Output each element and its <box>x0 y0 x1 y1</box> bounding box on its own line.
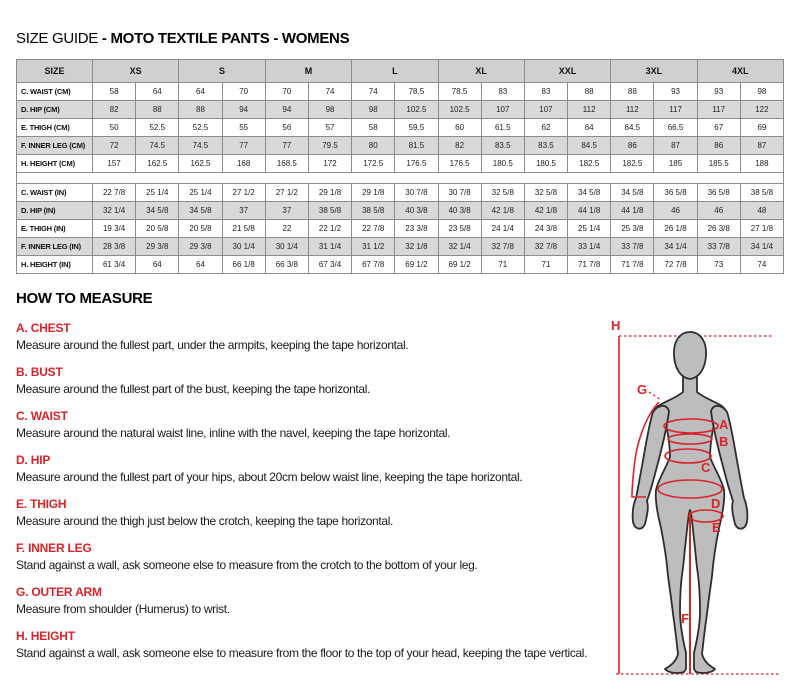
body-measurement-diagram <box>606 316 798 696</box>
measurement-cell: 44 1/8 <box>611 202 654 220</box>
measurement-cell: 25 1/4 <box>179 184 222 202</box>
measurement-cell: 86 <box>611 137 654 155</box>
measurement-cell: 32 7/8 <box>524 238 567 256</box>
size-chart-header <box>17 60 784 83</box>
unit-separator-row <box>17 173 784 184</box>
measurement-cell: 87 <box>654 137 697 155</box>
measurement-cell: 182.5 <box>611 155 654 173</box>
measurement-cell: 22 7/8 <box>352 220 395 238</box>
figure-label-inner-leg: F <box>681 611 689 626</box>
measurement-cell: 31 1/4 <box>308 238 351 256</box>
measurement-cell: 33 1/4 <box>568 238 611 256</box>
measurement-cell: 56 <box>265 119 308 137</box>
measurement-cell: 185 <box>654 155 697 173</box>
measure-section-height <box>16 629 616 660</box>
measure-section-outer-arm <box>16 585 616 616</box>
measurement-cell: 38 5/8 <box>740 184 783 202</box>
measurement-cell: 64 <box>179 256 222 274</box>
table-row <box>17 184 784 202</box>
measurement-cell: 60 <box>438 119 481 137</box>
measurement-cell: 98 <box>352 101 395 119</box>
measurement-cell: 29 3/8 <box>179 238 222 256</box>
measurement-cell: 61.5 <box>481 119 524 137</box>
measurement-cell: 31 1/2 <box>352 238 395 256</box>
measurement-cell: 22 <box>265 220 308 238</box>
measurement-cell: 79.5 <box>308 137 351 155</box>
measurement-cell: 176.5 <box>438 155 481 173</box>
measurement-cell: 32 5/8 <box>524 184 567 202</box>
measure-section-label: E. THIGH <box>16 497 67 511</box>
measurement-cell: 58 <box>93 83 136 101</box>
size-column-header: 4XL <box>697 60 783 83</box>
measurement-cell: 70 <box>265 83 308 101</box>
size-chart-table <box>16 59 784 274</box>
measurement-cell: 117 <box>697 101 740 119</box>
measurement-cell: 83.5 <box>524 137 567 155</box>
table-row <box>17 256 784 274</box>
size-column-header: 3XL <box>611 60 697 83</box>
measurement-cell: 83 <box>524 83 567 101</box>
measurement-cell: 52.5 <box>136 119 179 137</box>
measure-section-label: G. OUTER ARM <box>16 585 102 599</box>
measurement-cell: 112 <box>611 101 654 119</box>
measurement-cell: 81.5 <box>395 137 438 155</box>
row-label: F. INNER LEG (CM) <box>17 137 93 155</box>
measurement-cell: 80 <box>352 137 395 155</box>
table-row <box>17 119 784 137</box>
measurement-cell: 37 <box>222 202 265 220</box>
measurement-cell: 71 7/8 <box>568 256 611 274</box>
measure-section-bust <box>16 365 616 396</box>
measure-section-label: A. CHEST <box>16 321 71 335</box>
measure-section-text: Stand against a wall, ask someone else to measure from the floor to the top of your head, keeping the tape vertical. <box>16 646 588 660</box>
measurement-cell: 180.5 <box>524 155 567 173</box>
measurement-cell: 71 7/8 <box>611 256 654 274</box>
measurement-cell: 168 <box>222 155 265 173</box>
measurement-cell: 162.5 <box>179 155 222 173</box>
page-title-product: - MOTO TEXTILE PANTS - WOMENS <box>101 30 350 47</box>
measurement-cell: 78.5 <box>395 83 438 101</box>
measurement-cell: 69 <box>740 119 783 137</box>
row-label: H. HEIGHT (IN) <box>17 256 93 274</box>
measurement-cell: 66.5 <box>654 119 697 137</box>
measurement-cell: 74.5 <box>179 137 222 155</box>
measurement-cell: 112 <box>568 101 611 119</box>
measurement-cell: 168.5 <box>265 155 308 173</box>
measurement-cell: 27 1/2 <box>265 184 308 202</box>
measurement-cell: 117 <box>654 101 697 119</box>
measurement-cell: 27 1/2 <box>222 184 265 202</box>
measure-instructions <box>16 321 616 660</box>
measure-section-label: D. HIP <box>16 453 51 467</box>
size-chart-header-row <box>17 60 784 83</box>
table-row <box>17 137 784 155</box>
measurement-cell: 33 7/8 <box>697 238 740 256</box>
measurement-cell: 72 7/8 <box>654 256 697 274</box>
measurement-cell: 42 1/8 <box>481 202 524 220</box>
table-row <box>17 238 784 256</box>
measurement-cell: 34 5/8 <box>179 202 222 220</box>
measurement-cell: 34 1/4 <box>654 238 697 256</box>
measurement-cell: 84.5 <box>568 137 611 155</box>
measurement-cell: 78.5 <box>438 83 481 101</box>
measurement-cell: 22 1/2 <box>308 220 351 238</box>
measurement-cell: 67 3/4 <box>308 256 351 274</box>
table-row <box>17 83 784 101</box>
measurement-cell: 24 3/8 <box>524 220 567 238</box>
measure-section-label: F. INNER LEG <box>16 541 92 555</box>
measurement-cell: 74 <box>352 83 395 101</box>
measurement-cell: 32 1/8 <box>395 238 438 256</box>
figure-label-outer-arm: G <box>637 382 648 397</box>
measurement-cell: 94 <box>265 101 308 119</box>
measurement-cell: 44 1/8 <box>568 202 611 220</box>
measurement-cell: 29 3/8 <box>136 238 179 256</box>
measurement-cell: 66 3/8 <box>265 256 308 274</box>
measurement-cell: 67 <box>697 119 740 137</box>
measurement-cell: 42 1/8 <box>524 202 567 220</box>
measurement-cell: 34 5/8 <box>568 184 611 202</box>
measurement-cell: 46 <box>697 202 740 220</box>
measurement-cell: 27 1/8 <box>740 220 783 238</box>
measurement-cell: 88 <box>179 101 222 119</box>
measurement-cell: 64 <box>136 83 179 101</box>
measurement-cell: 40 3/8 <box>438 202 481 220</box>
measurement-cell: 23 3/8 <box>395 220 438 238</box>
measurement-cell: 74 <box>740 256 783 274</box>
measurement-cell: 102.5 <box>438 101 481 119</box>
measurement-cell: 77 <box>265 137 308 155</box>
measure-section-inner-leg <box>16 541 616 572</box>
measurement-cell: 64 <box>179 83 222 101</box>
measure-section-thigh <box>16 497 616 528</box>
row-label: E. THIGH (CM) <box>17 119 93 137</box>
measurement-cell: 107 <box>481 101 524 119</box>
measurement-cell: 172.5 <box>352 155 395 173</box>
measurement-cell: 32 1/4 <box>438 238 481 256</box>
measurement-cell: 19 3/4 <box>93 220 136 238</box>
figure-label-height: H <box>611 318 621 333</box>
measure-section-text: Measure around the fullest part of the bust, keeping the tape horizontal. <box>16 382 371 396</box>
measurement-cell: 26 3/8 <box>697 220 740 238</box>
measurement-cell: 83.5 <box>481 137 524 155</box>
measurement-cell: 64 <box>136 256 179 274</box>
measurement-cell: 30 7/8 <box>438 184 481 202</box>
measurement-cell: 25 1/4 <box>568 220 611 238</box>
row-label: C. WAIST (CM) <box>17 83 93 101</box>
row-label: C. WAIST (IN) <box>17 184 93 202</box>
measurement-cell: 37 <box>265 202 308 220</box>
measurement-cell: 24 1/4 <box>481 220 524 238</box>
measurement-cell: 29 1/8 <box>352 184 395 202</box>
measurement-cell: 180.5 <box>481 155 524 173</box>
figure-label-bust: B <box>719 434 729 449</box>
measurement-cell: 30 1/4 <box>222 238 265 256</box>
measurement-cell: 64.5 <box>611 119 654 137</box>
measurement-cell: 73 <box>697 256 740 274</box>
table-row <box>17 155 784 173</box>
measure-section-text: Measure from shoulder (Humerus) to wrist. <box>16 602 230 616</box>
measure-section-text: Measure around the fullest part of your hips, about 20cm below waist line, keeping the tape horizontal. <box>16 470 523 484</box>
page-title-prefix: SIZE GUIDE <box>16 30 102 47</box>
size-column-header: S <box>179 60 265 83</box>
measurement-cell: 98 <box>740 83 783 101</box>
measurement-cell: 36 5/8 <box>654 184 697 202</box>
measurement-cell: 86 <box>697 137 740 155</box>
unit-separator-cell <box>17 173 784 184</box>
measurement-cell: 52.5 <box>179 119 222 137</box>
measurement-cell: 36 5/8 <box>697 184 740 202</box>
measurement-cell: 38 5/8 <box>352 202 395 220</box>
measurement-cell: 20 5/8 <box>179 220 222 238</box>
measurement-cell: 77 <box>222 137 265 155</box>
row-label: E. THIGH (IN) <box>17 220 93 238</box>
size-chart-body <box>17 83 784 274</box>
figure-label-thigh: E <box>712 520 721 535</box>
row-label: D. HIP (IN) <box>17 202 93 220</box>
size-column-header: L <box>352 60 438 83</box>
outer-arm-connector-line <box>649 392 661 400</box>
row-label: F. INNER LEG (IN) <box>17 238 93 256</box>
measurement-cell: 82 <box>438 137 481 155</box>
measurement-cell: 94 <box>222 101 265 119</box>
measurement-cell: 30 7/8 <box>395 184 438 202</box>
table-row <box>17 202 784 220</box>
measurement-cell: 93 <box>654 83 697 101</box>
figure-label-waist: C <box>701 460 711 475</box>
measurement-cell: 48 <box>740 202 783 220</box>
measurement-cell: 32 1/4 <box>93 202 136 220</box>
measurement-cell: 55 <box>222 119 265 137</box>
measurement-cell: 33 7/8 <box>611 238 654 256</box>
measurement-cell: 25 3/8 <box>611 220 654 238</box>
measurement-cell: 83 <box>481 83 524 101</box>
table-row <box>17 101 784 119</box>
measurement-cell: 61 3/4 <box>93 256 136 274</box>
measurement-cell: 34 5/8 <box>611 184 654 202</box>
measurement-cell: 122 <box>740 101 783 119</box>
measurement-cell: 69 1/2 <box>438 256 481 274</box>
figure-label-hip: D <box>711 496 721 511</box>
measurement-cell: 71 <box>481 256 524 274</box>
figure-label-chest: A <box>719 417 729 432</box>
measurement-cell: 30 1/4 <box>265 238 308 256</box>
row-label: D. HIP (CM) <box>17 101 93 119</box>
measurement-cell: 176.5 <box>395 155 438 173</box>
measurement-cell: 32 7/8 <box>481 238 524 256</box>
row-label: H. HEIGHT (CM) <box>17 155 93 173</box>
measure-section-text: Measure around the thigh just below the crotch, keeping the tape horizontal. <box>16 514 393 528</box>
measurement-cell: 57 <box>308 119 351 137</box>
measure-section-label: C. WAIST <box>16 409 68 423</box>
measurement-cell: 93 <box>697 83 740 101</box>
measure-section-label: H. HEIGHT <box>16 629 75 643</box>
measurement-cell: 64 <box>568 119 611 137</box>
measure-section-text: Measure around the fullest part, under the armpits, keeping the tape horizontal. <box>16 338 409 352</box>
measurement-cell: 88 <box>136 101 179 119</box>
measurement-cell: 74.5 <box>136 137 179 155</box>
head-silhouette <box>674 332 706 379</box>
measurement-figure <box>606 316 798 696</box>
page-title <box>16 30 784 47</box>
measurement-cell: 28 3/8 <box>93 238 136 256</box>
measurement-cell: 23 5/8 <box>438 220 481 238</box>
measure-section-hip <box>16 453 616 484</box>
measure-section-waist <box>16 409 616 440</box>
measurement-cell: 46 <box>654 202 697 220</box>
measurement-cell: 40 3/8 <box>395 202 438 220</box>
measurement-cell: 32 5/8 <box>481 184 524 202</box>
measurement-cell: 72 <box>93 137 136 155</box>
measurement-cell: 107 <box>524 101 567 119</box>
measurement-cell: 162.5 <box>136 155 179 173</box>
measurement-cell: 69 1/2 <box>395 256 438 274</box>
measurement-cell: 188 <box>740 155 783 173</box>
measurement-cell: 82 <box>93 101 136 119</box>
measurement-cell: 29 1/8 <box>308 184 351 202</box>
measurement-cell: 71 <box>524 256 567 274</box>
how-to-measure-heading: HOW TO MEASURE <box>16 290 153 307</box>
measure-section-text: Stand against a wall, ask someone else to measure from the crotch to the bottom of your leg. <box>16 558 478 572</box>
measurement-cell: 66 1/8 <box>222 256 265 274</box>
measurement-cell: 182.5 <box>568 155 611 173</box>
size-column-header: XXL <box>524 60 610 83</box>
measurement-cell: 172 <box>308 155 351 173</box>
measurement-cell: 62 <box>524 119 567 137</box>
measurement-cell: 98 <box>308 101 351 119</box>
measurement-cell: 25 1/4 <box>136 184 179 202</box>
size-column-header: XS <box>93 60 179 83</box>
measurement-cell: 38 5/8 <box>308 202 351 220</box>
measurement-cell: 26 1/8 <box>654 220 697 238</box>
size-column-header: M <box>265 60 351 83</box>
measurement-cell: 102.5 <box>395 101 438 119</box>
measure-section-text: Measure around the natural waist line, inline with the navel, keeping the tape horizontal. <box>16 426 451 440</box>
measurement-cell: 50 <box>93 119 136 137</box>
measurement-cell: 67 7/8 <box>352 256 395 274</box>
measurement-cell: 88 <box>568 83 611 101</box>
measurement-cell: 34 5/8 <box>136 202 179 220</box>
measurement-cell: 70 <box>222 83 265 101</box>
table-row <box>17 220 784 238</box>
measurement-cell: 20 5/8 <box>136 220 179 238</box>
measurement-cell: 21 5/8 <box>222 220 265 238</box>
measure-section-chest <box>16 321 616 352</box>
size-column-corner-header: SIZE <box>17 60 93 83</box>
measurement-cell: 87 <box>740 137 783 155</box>
size-column-header: XL <box>438 60 524 83</box>
measurement-cell: 34 1/4 <box>740 238 783 256</box>
measurement-cell: 185.5 <box>697 155 740 173</box>
measurement-cell: 22 7/8 <box>93 184 136 202</box>
measurement-cell: 157 <box>93 155 136 173</box>
measure-section-label: B. BUST <box>16 365 63 379</box>
measurement-cell: 74 <box>308 83 351 101</box>
measurement-cell: 59.5 <box>395 119 438 137</box>
measurement-cell: 58 <box>352 119 395 137</box>
measurement-cell: 88 <box>611 83 654 101</box>
